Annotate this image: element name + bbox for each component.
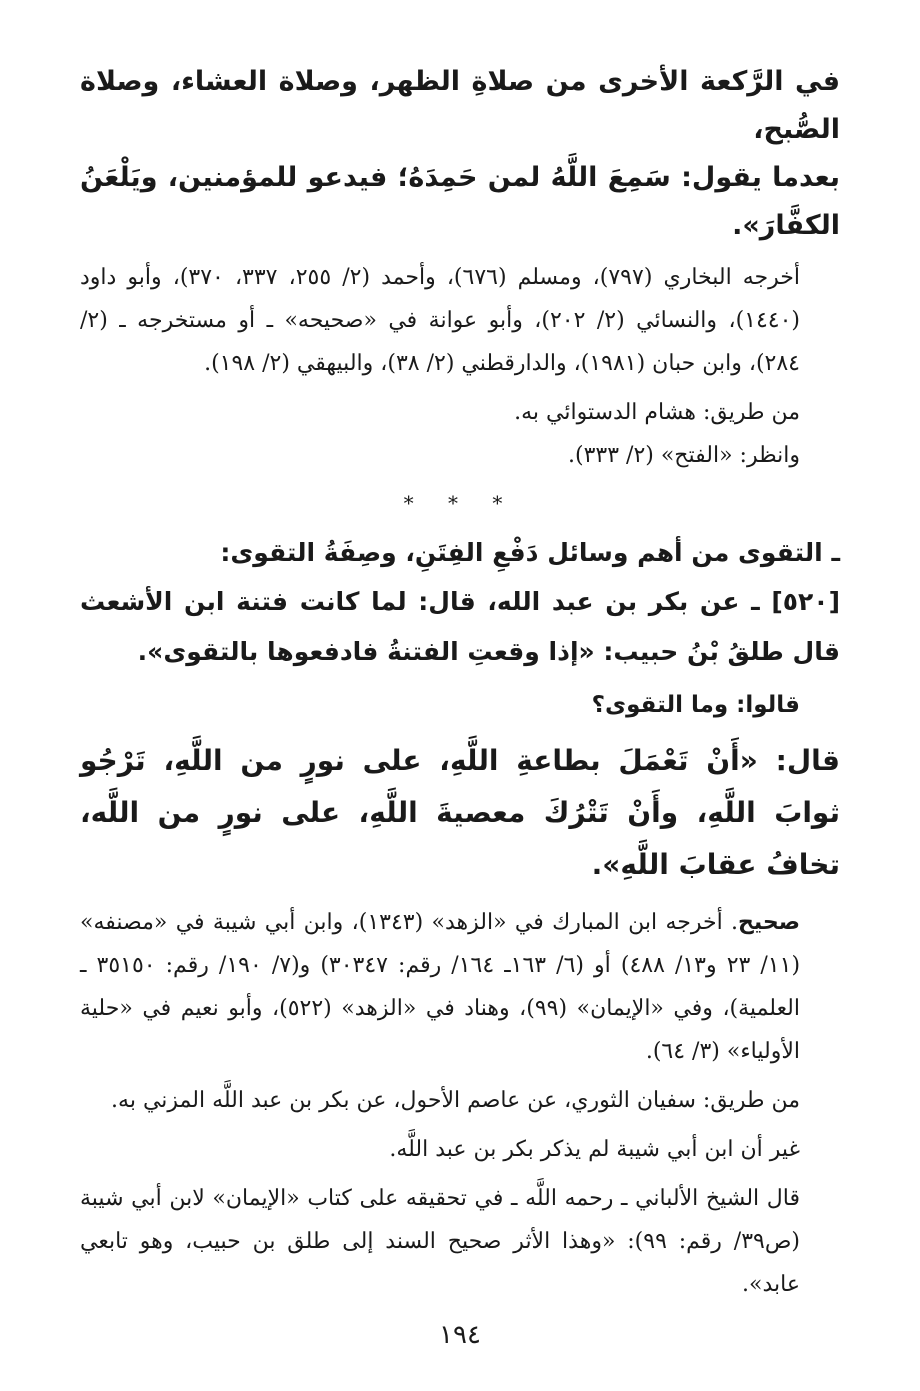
athar-paragraph: [٥٢٠] ـ عن بكر بن عبد الله، قال: لما كانت فتنة ابن الأشعث قال طلقُ بْنُ حبيب: «إذا وقعتِ الفتنةُ فادفعوها بالتقوى». [80, 587, 840, 666]
tariq-paragraph-2: من طريق: سفيان الثوري، عن عاصم الأحول، عن بكر بن عبد اللَّه المزني به. [111, 1088, 800, 1113]
takhrij-paragraph-2 [80, 901, 840, 1073]
opening-paragraph [80, 58, 840, 250]
unzur-paragraph: وانظر: «الفتح» (٢/ ٣٣٣). [568, 443, 800, 468]
section-separator: * * * [403, 491, 517, 515]
takhrij-paragraph-1: أخرجه البخاري (٧٩٧)، ومسلم (٦٧٦)، وأحمد (٢/ ٢٥٥، ٣٣٧، ٣٧٠)، وأبو داود (١٤٤٠)، والنسائي (٢/ ٢٠٢)، وأبو عوانة في «صحيحه» ـ أو مستخرجه ـ (٢/ ٢٨٤)، وابن حبان (١٩٨١)، والدارقطني (٢/ ٣٨)، والبيهقي (٢/ ١٩٨). [80, 265, 801, 376]
opening-line-2: بعدما يقول: سَمِعَ اللَّهُ لمن حَمِدَهُ؛ فيدعو للمؤمنين، ويَلْعَنُ الكفَّارَ». [80, 162, 840, 241]
qalu-line: قالوا: وما التقوى؟ [591, 692, 800, 718]
takhrij-2-text: . أخرجه ابن المبارك في «الزهد» (١٣٤٣)، وابن أبي شيبة في «مصنفه» (١١/ ٢٣ و١٣/ ٤٨٨) أو (٦/ ١٦٣ـ ١٦٤/ رقم: ٣٠٣٤٧) و(٧/ ١٩٠/ رقم: ٣٥١٥٠ ـ العلمية)، وفي «الإيمان» (٩٩)، وهناد في «الزهد» (٥٢٢)، وأبو نعيم في «حلية الأولياء» (٣/ ٦٤). [80, 910, 801, 1064]
tariq-paragraph-1: من طريق: هشام الدستوائي به. [514, 400, 800, 425]
page-number: ١٩٤ [439, 1320, 481, 1350]
albani-paragraph: قال الشيخ الألباني ـ رحمه اللَّه ـ في تحقيقه على كتاب «الإيمان» لابن أبي شيبة (ص٣٩/ رقم: ٩٩): «وهذا الأثر صحيح السند إلى طلق بن حبيب، وهو تابعي عابد». [80, 1186, 801, 1297]
ghayr-paragraph: غير أن ابن أبي شيبة لم يذكر بكر بن عبد اللَّه. [389, 1137, 800, 1162]
qal-paragraph: قال: «أَنْ تَعْمَلَ بطاعةِ اللَّهِ، على نورٍ من اللَّهِ، تَرْجُو ثوابَ اللَّهِ، وأَنْ تَتْرُكَ معصيةَ اللَّهِ، على نورٍ من اللَّه، تخافُ عقابَ اللَّهِ». [80, 744, 840, 881]
section-heading: ـ التقوى من أهم وسائل دَفْعِ الفِتَنِ، وصِفَةُ التقوى: [220, 538, 840, 567]
grade-label: صحيح [738, 910, 800, 935]
opening-line-1: في الرَّكعة الأخرى من صلاةِ الظهر، وصلاة العشاء، وصلاة الصُّبح، [80, 66, 840, 145]
